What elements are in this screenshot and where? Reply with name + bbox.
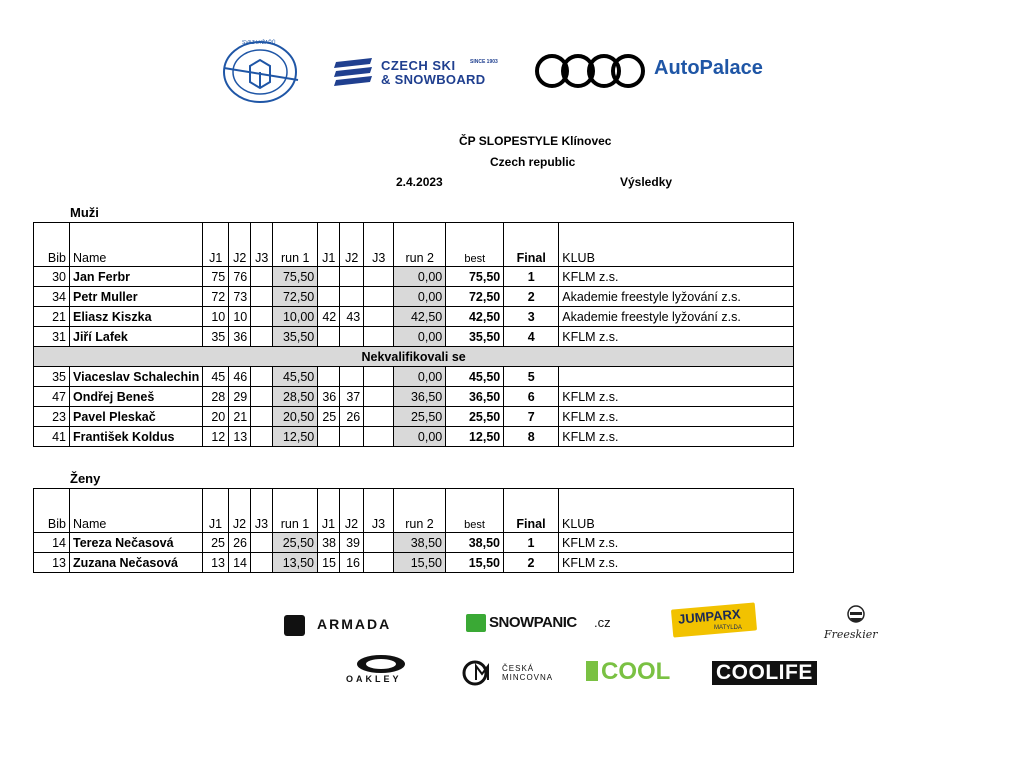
athlete-name: František Koldus xyxy=(70,427,203,447)
col-run2: run 2 xyxy=(394,489,446,533)
run2-j1-score xyxy=(318,327,340,347)
club-name: KFLM z.s. xyxy=(559,407,794,427)
bib-cell: 13 xyxy=(34,553,70,573)
run2-j3-score xyxy=(364,427,394,447)
run2-j3-score xyxy=(364,287,394,307)
run2-j3-score xyxy=(364,387,394,407)
run1-j1-score: 25 xyxy=(203,533,229,553)
run2-total: 25,50 xyxy=(394,407,446,427)
cool-text: COOL xyxy=(601,658,671,685)
men-not-qualified-rows xyxy=(34,367,794,447)
szl-badge-text: SVAZ LYŽAŘŮ xyxy=(242,40,276,46)
run2-j2-score: 39 xyxy=(340,533,364,553)
run1-j3-score xyxy=(251,553,273,573)
table-row xyxy=(34,533,794,553)
ceska-mincovna-logo xyxy=(462,660,572,688)
bib-cell: 23 xyxy=(34,407,70,427)
col-run1: run 1 xyxy=(273,223,318,267)
run1-j2-score: 13 xyxy=(229,427,251,447)
snowpanic-tld: .cz xyxy=(594,615,611,630)
run2-j1-score: 25 xyxy=(318,407,340,427)
col-best: best xyxy=(446,223,504,267)
run1-total: 12,50 xyxy=(273,427,318,447)
club-name: KFLM z.s. xyxy=(559,387,794,407)
men-results-table xyxy=(33,222,794,447)
athlete-name: Pavel Pleskač xyxy=(70,407,203,427)
coolife-logo xyxy=(712,661,820,685)
run2-total: 36,50 xyxy=(394,387,446,407)
run2-j1-score: 36 xyxy=(318,387,340,407)
athlete-name: Jiří Lafek xyxy=(70,327,203,347)
run2-total: 0,00 xyxy=(394,287,446,307)
bib-cell: 30 xyxy=(34,267,70,287)
run2-total: 0,00 xyxy=(394,427,446,447)
armada-text: ARMADA xyxy=(317,616,392,632)
men-title: Muži xyxy=(70,205,99,220)
run2-j3-score xyxy=(364,407,394,427)
col-j2: J2 xyxy=(340,223,364,267)
bib-cell: 41 xyxy=(34,427,70,447)
col-j3: J3 xyxy=(364,223,394,267)
run1-j2-score: 10 xyxy=(229,307,251,327)
run1-j1-score: 72 xyxy=(203,287,229,307)
bib-cell: 35 xyxy=(34,367,70,387)
club-name: KFLM z.s. xyxy=(559,553,794,573)
szl-logo xyxy=(218,38,302,106)
not-qualified-separator-row xyxy=(34,347,794,367)
run1-j1-score: 13 xyxy=(203,553,229,573)
table-row xyxy=(34,367,794,387)
col-j3: J3 xyxy=(251,223,273,267)
run1-j3-score xyxy=(251,533,273,553)
armada-icon xyxy=(284,615,305,636)
czech-ski-line2: & SNOWBOARD xyxy=(381,72,486,87)
jumparx-sub: MATYLDA xyxy=(714,625,742,631)
run2-total: 15,50 xyxy=(394,553,446,573)
run2-j1-score: 42 xyxy=(318,307,340,327)
final-rank: 6 xyxy=(504,387,559,407)
run2-j3-score xyxy=(364,307,394,327)
run1-total: 10,00 xyxy=(273,307,318,327)
run1-j2-score: 73 xyxy=(229,287,251,307)
freeskier-logo xyxy=(822,604,892,644)
run1-j1-score: 20 xyxy=(203,407,229,427)
col-name: Name xyxy=(70,223,203,267)
run2-j2-score: 16 xyxy=(340,553,364,573)
event-country: Czech republic xyxy=(490,155,576,169)
women-title: Ženy xyxy=(70,471,101,486)
cool-logo xyxy=(586,658,676,686)
run1-j3-score xyxy=(251,267,273,287)
bib-cell: 21 xyxy=(34,307,70,327)
col-name: Name xyxy=(70,489,203,533)
run2-j3-score xyxy=(364,267,394,287)
run2-j3-score xyxy=(364,533,394,553)
oakley-text: OAKLEY xyxy=(346,674,402,684)
run1-j3-score xyxy=(251,307,273,327)
run1-j2-score: 21 xyxy=(229,407,251,427)
run1-total: 13,50 xyxy=(273,553,318,573)
table-row xyxy=(34,267,794,287)
table-row xyxy=(34,387,794,407)
run2-j1-score xyxy=(318,427,340,447)
best-score: 75,50 xyxy=(446,267,504,287)
run1-j1-score: 75 xyxy=(203,267,229,287)
run1-j3-score xyxy=(251,367,273,387)
event-date: 2.4.2023 xyxy=(396,175,443,189)
col-best: best xyxy=(446,489,504,533)
run1-j1-score: 35 xyxy=(203,327,229,347)
final-rank: 1 xyxy=(504,533,559,553)
club-name xyxy=(559,367,794,387)
table-row xyxy=(34,553,794,573)
run1-j2-score: 14 xyxy=(229,553,251,573)
table-row xyxy=(34,407,794,427)
run1-total: 25,50 xyxy=(273,533,318,553)
best-score: 38,50 xyxy=(446,533,504,553)
col-j1: J1 xyxy=(318,223,340,267)
run1-j1-score: 45 xyxy=(203,367,229,387)
best-score: 12,50 xyxy=(446,427,504,447)
cool-icon xyxy=(586,661,598,681)
run2-j3-score xyxy=(364,327,394,347)
run2-j1-score xyxy=(318,367,340,387)
armada-logo xyxy=(284,614,414,636)
club-name: Akademie freestyle lyžování z.s. xyxy=(559,307,794,327)
run2-total: 0,00 xyxy=(394,367,446,387)
run2-j2-score xyxy=(340,267,364,287)
czech-ski-since: SINCE 1903 xyxy=(470,59,498,65)
bib-cell: 31 xyxy=(34,327,70,347)
best-score: 42,50 xyxy=(446,307,504,327)
final-rank: 1 xyxy=(504,267,559,287)
col-final: Final xyxy=(504,223,559,267)
run2-j2-score xyxy=(340,427,364,447)
run1-j3-score xyxy=(251,327,273,347)
run1-total: 28,50 xyxy=(273,387,318,407)
athlete-name: Eliasz Kiszka xyxy=(70,307,203,327)
run1-j2-score: 29 xyxy=(229,387,251,407)
best-score: 25,50 xyxy=(446,407,504,427)
final-rank: 5 xyxy=(504,367,559,387)
run2-total: 38,50 xyxy=(394,533,446,553)
athlete-name: Jan Ferbr xyxy=(70,267,203,287)
final-rank: 2 xyxy=(504,553,559,573)
not-qualified-label: Nekvalifikovali se xyxy=(34,347,794,367)
run1-j3-score xyxy=(251,427,273,447)
run2-total: 0,00 xyxy=(394,327,446,347)
run2-total: 42,50 xyxy=(394,307,446,327)
autopalace-text: AutoPalace xyxy=(654,57,763,79)
table-row xyxy=(34,427,794,447)
final-rank: 7 xyxy=(504,407,559,427)
mincovna-line2: MINCOVNA xyxy=(502,673,554,682)
run2-j2-score xyxy=(340,327,364,347)
table-row xyxy=(34,287,794,307)
run2-j1-score: 15 xyxy=(318,553,340,573)
jumparx-text: JUMPARX xyxy=(677,606,742,627)
best-score: 72,50 xyxy=(446,287,504,307)
table-row xyxy=(34,327,794,347)
table-header-row xyxy=(34,223,794,267)
run2-j1-score xyxy=(318,267,340,287)
run1-total: 35,50 xyxy=(273,327,318,347)
final-rank: 4 xyxy=(504,327,559,347)
women-results-table xyxy=(33,488,794,573)
run1-total: 20,50 xyxy=(273,407,318,427)
bib-cell: 14 xyxy=(34,533,70,553)
col-j1: J1 xyxy=(203,489,229,533)
col-final: Final xyxy=(504,489,559,533)
best-score: 15,50 xyxy=(446,553,504,573)
run2-j2-score: 26 xyxy=(340,407,364,427)
snowpanic-text: SNOWPANIC xyxy=(489,614,577,631)
club-name: Akademie freestyle lyžování z.s. xyxy=(559,287,794,307)
col-j2: J2 xyxy=(340,489,364,533)
athlete-name: Tereza Nečasová xyxy=(70,533,203,553)
final-rank: 8 xyxy=(504,427,559,447)
run2-j1-score xyxy=(318,287,340,307)
athlete-name: Petr Muller xyxy=(70,287,203,307)
freeskier-text: Freeskier xyxy=(824,628,878,641)
club-name: KFLM z.s. xyxy=(559,327,794,347)
best-score: 35,50 xyxy=(446,327,504,347)
run2-j3-score xyxy=(364,367,394,387)
run1-total: 75,50 xyxy=(273,267,318,287)
bib-cell: 47 xyxy=(34,387,70,407)
col-run1: run 1 xyxy=(273,489,318,533)
col-j1: J1 xyxy=(203,223,229,267)
coolife-text: COOLIFE xyxy=(712,661,817,685)
run1-j2-score: 76 xyxy=(229,267,251,287)
run2-j2-score xyxy=(340,287,364,307)
final-rank: 3 xyxy=(504,307,559,327)
czech-ski-line1: CZECH SKI xyxy=(381,58,456,73)
run1-j1-score: 28 xyxy=(203,387,229,407)
run1-j1-score: 10 xyxy=(203,307,229,327)
autopalace-logo xyxy=(654,57,763,80)
oakley-logo xyxy=(346,654,426,686)
run1-j3-score xyxy=(251,387,273,407)
best-score: 45,50 xyxy=(446,367,504,387)
bib-cell: 34 xyxy=(34,287,70,307)
snowpanic-icon xyxy=(466,614,486,632)
athlete-name: Viaceslav Schalechin xyxy=(70,367,203,387)
col-j1: J1 xyxy=(318,489,340,533)
run2-j3-score xyxy=(364,553,394,573)
table-header-row xyxy=(34,489,794,533)
athlete-name: Ondřej Beneš xyxy=(70,387,203,407)
col-klub: KLUB xyxy=(559,223,794,267)
col-j3: J3 xyxy=(251,489,273,533)
run2-j2-score xyxy=(340,367,364,387)
final-rank: 2 xyxy=(504,287,559,307)
run1-j3-score xyxy=(251,287,273,307)
run2-j1-score: 38 xyxy=(318,533,340,553)
col-j3: J3 xyxy=(364,489,394,533)
run2-j2-score: 37 xyxy=(340,387,364,407)
col-klub: KLUB xyxy=(559,489,794,533)
men-qualified-rows xyxy=(34,267,794,347)
event-title: ČP SLOPESTYLE Klínovec xyxy=(459,134,612,148)
snowpanic-logo xyxy=(466,612,616,638)
col-bib: Bib xyxy=(34,489,70,533)
col-bib: Bib xyxy=(34,223,70,267)
czech-ski-logo xyxy=(332,56,512,88)
run1-total: 72,50 xyxy=(273,287,318,307)
table-row xyxy=(34,307,794,327)
col-j2: J2 xyxy=(229,223,251,267)
club-name: KFLM z.s. xyxy=(559,267,794,287)
results-label: Výsledky xyxy=(620,175,673,189)
club-name: KFLM z.s. xyxy=(559,427,794,447)
men-thead xyxy=(34,223,794,267)
run2-j2-score: 43 xyxy=(340,307,364,327)
mincovna-line1: ČESKÁ xyxy=(502,664,535,673)
athlete-name: Zuzana Nečasová xyxy=(70,553,203,573)
audi-rings-logo xyxy=(534,52,646,90)
club-name: KFLM z.s. xyxy=(559,533,794,553)
run2-total: 0,00 xyxy=(394,267,446,287)
jumparx-logo xyxy=(672,606,756,636)
best-score: 36,50 xyxy=(446,387,504,407)
run1-j3-score xyxy=(251,407,273,427)
col-run2: run 2 xyxy=(394,223,446,267)
run1-j2-score: 36 xyxy=(229,327,251,347)
run1-j2-score: 26 xyxy=(229,533,251,553)
women-rows xyxy=(34,533,794,573)
run1-j1-score: 12 xyxy=(203,427,229,447)
run1-j2-score: 46 xyxy=(229,367,251,387)
run1-total: 45,50 xyxy=(273,367,318,387)
col-j2: J2 xyxy=(229,489,251,533)
